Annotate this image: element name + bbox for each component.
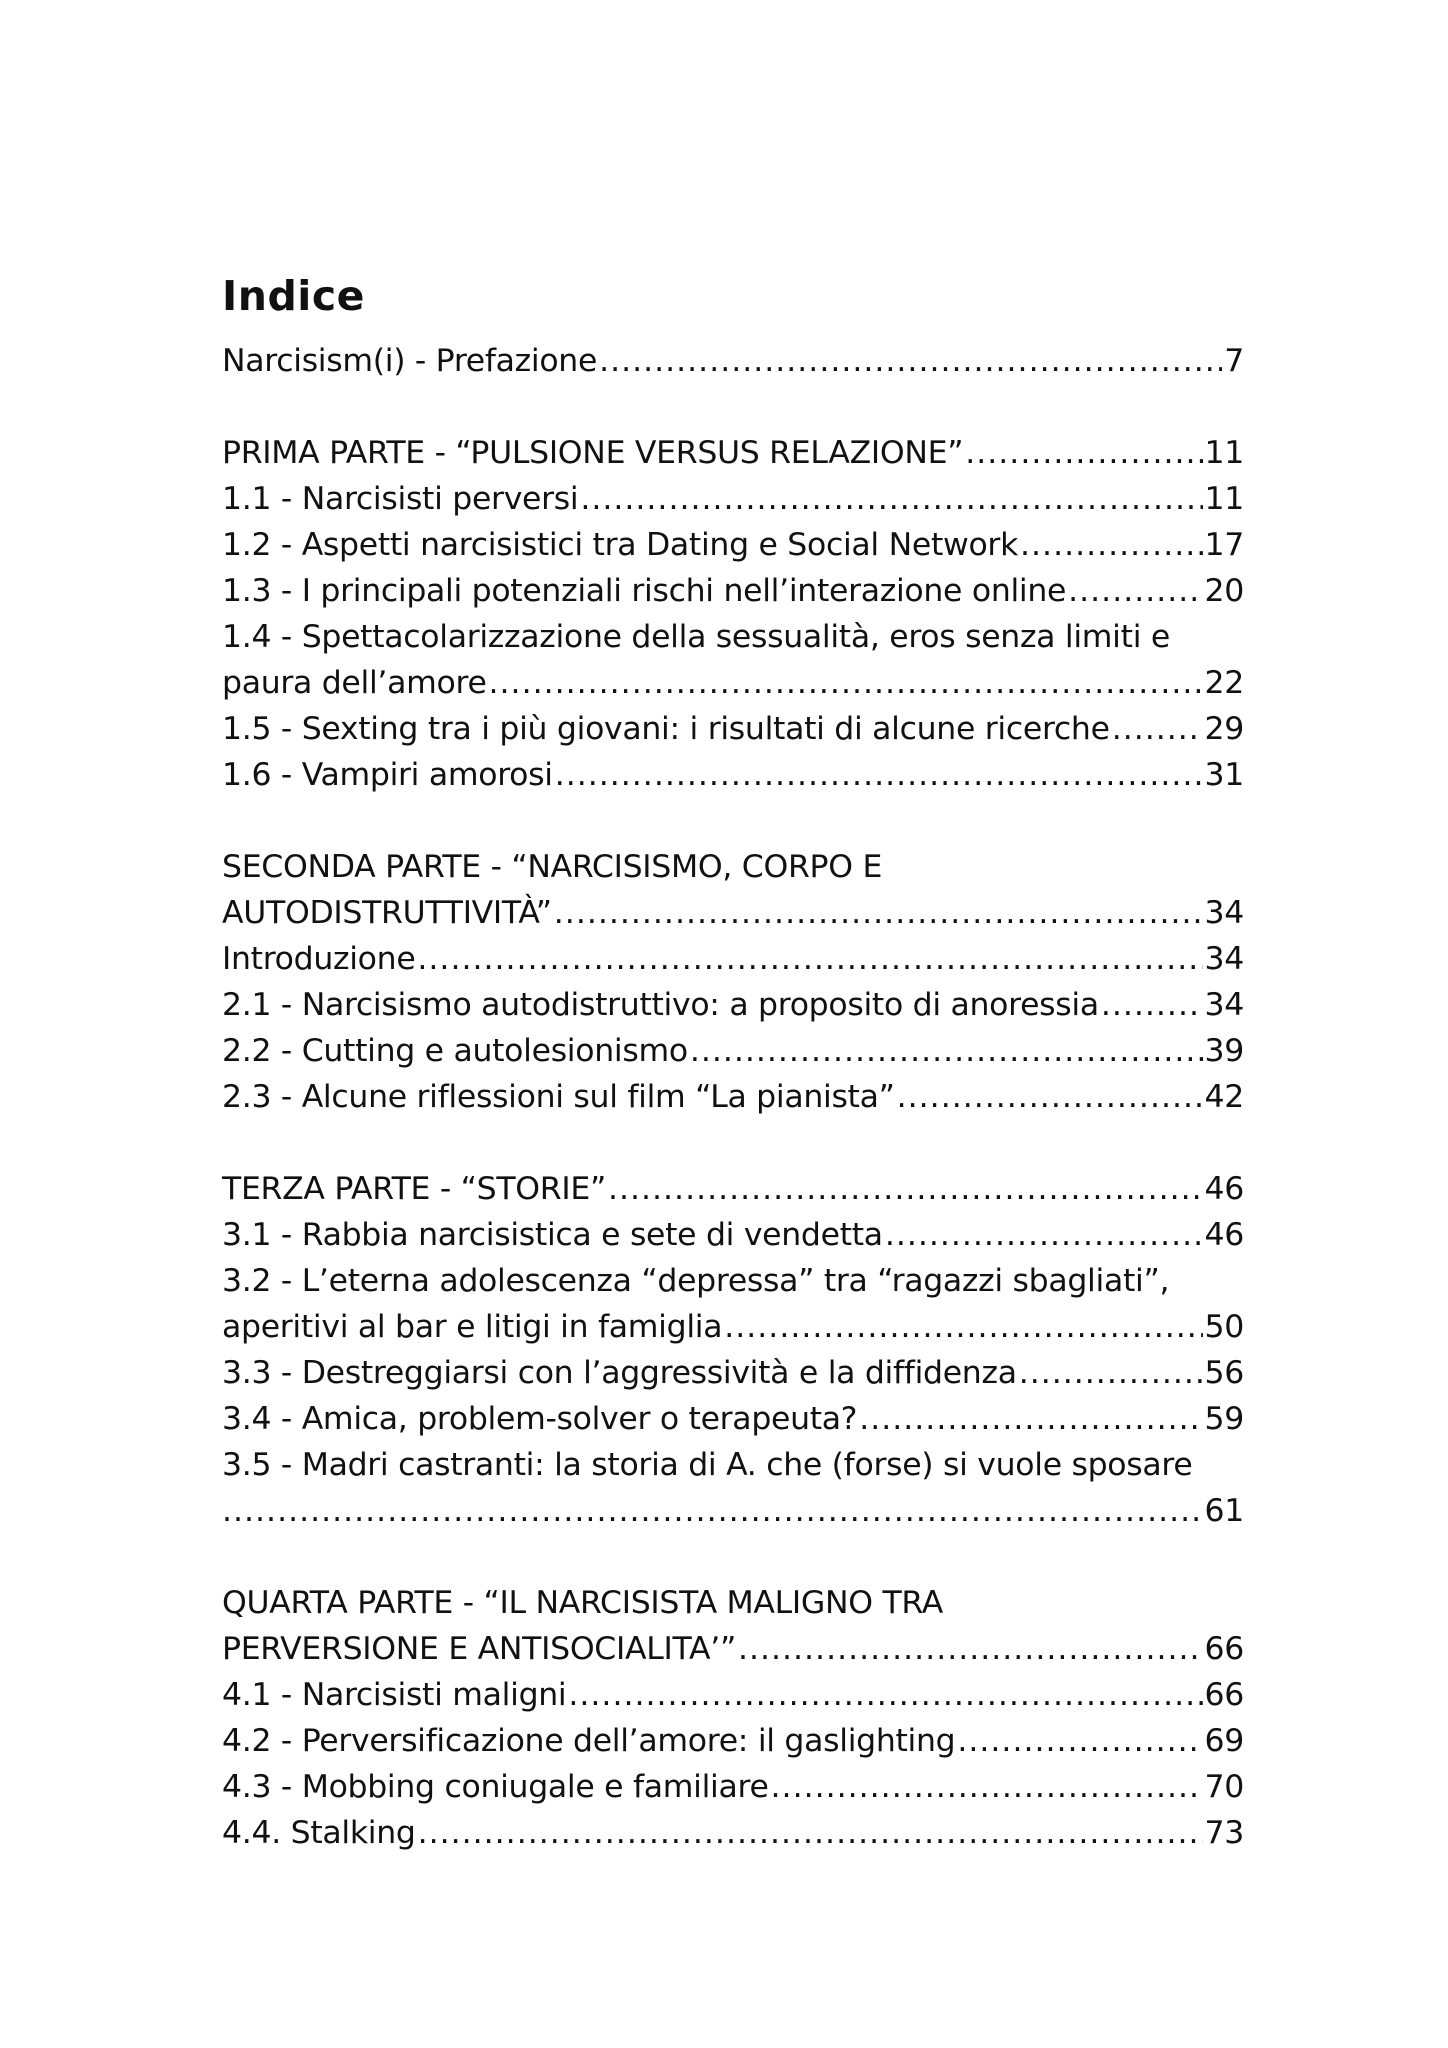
toc-page-number: 70 [1204, 1769, 1244, 1805]
toc-entry-label: 2.1 - Narcisismo autodistruttivo: a proposito di anoressia [222, 987, 1099, 1023]
toc-entry[interactable] [222, 936, 1244, 982]
toc-entry[interactable] [222, 752, 1244, 798]
toc-entry-label: 4.3 - Mobbing coniugale e familiare [222, 1769, 769, 1805]
toc-entry-label: 1.4 - Spettacolarizzazione della sessualità, eros senza limiti e [222, 619, 1170, 655]
toc-entry-label: 3.4 - Amica, problem-solver o terapeuta? [222, 1401, 858, 1437]
toc-page-number: 42 [1204, 1079, 1244, 1115]
toc-entry-label: TERZA PARTE - “STORIE” [222, 1171, 606, 1207]
toc-entry-label: 1.6 - Vampiri amorosi [222, 757, 553, 793]
leader-dots [724, 1304, 1202, 1350]
section-gap [222, 1534, 1244, 1580]
toc-entry-label: 2.2 - Cutting e autolesionismo [222, 1033, 688, 1069]
section-gap [222, 384, 1244, 430]
leader-dots [580, 476, 1202, 522]
toc-page-number: 34 [1204, 987, 1244, 1023]
toc-entry-label: 3.2 - L’eterna adolescenza “depressa” tra “ragazzi sbagliati”, [222, 1263, 1170, 1299]
toc-entry[interactable] [222, 1074, 1244, 1120]
toc-entry-label: 4.1 - Narcisisti maligni [222, 1677, 567, 1713]
toc-page-number: 66 [1204, 1631, 1244, 1667]
toc-entry[interactable] [222, 568, 1244, 614]
leader-dots [897, 1074, 1203, 1120]
leader-dots [489, 660, 1203, 706]
toc-entry-label: PRIMA PARTE - “PULSIONE VERSUS RELAZIONE” [222, 435, 964, 471]
toc-entry[interactable] [222, 1304, 1244, 1350]
leader-dots [1020, 522, 1202, 568]
toc-entry[interactable] [222, 660, 1244, 706]
leader-dots [568, 1672, 1202, 1718]
toc-page-number: 22 [1204, 665, 1244, 701]
leader-dots [1101, 982, 1203, 1028]
toc-entry-label: 1.3 - I principali potenziali rischi nell’interazione online [222, 573, 1067, 609]
leader-dots [859, 1396, 1202, 1442]
toc-entry-label: PERVERSIONE E ANTISOCIALITA’” [222, 1631, 736, 1667]
toc-entry[interactable] [222, 706, 1244, 752]
toc-entry[interactable] [222, 1396, 1244, 1442]
toc-page-number: 50 [1204, 1309, 1244, 1345]
toc-entry-label: Introduzione [222, 941, 416, 977]
section-gap [222, 798, 1244, 844]
toc-page-number: 7 [1224, 343, 1244, 379]
toc-entry[interactable] [222, 1212, 1244, 1258]
toc-entry[interactable] [222, 1488, 1244, 1534]
leader-dots [771, 1764, 1203, 1810]
leader-dots [599, 338, 1222, 384]
toc-entry[interactable] [222, 476, 1244, 522]
toc-page-number: 20 [1204, 573, 1244, 609]
toc-entry[interactable] [222, 338, 1244, 384]
toc-part-heading-first-line[interactable] [222, 844, 1244, 890]
toc-page-number: 61 [1204, 1493, 1244, 1529]
leader-dots [1112, 706, 1203, 752]
toc-entry-label: SECONDA PARTE - “NARCISISMO, CORPO E [222, 849, 883, 885]
toc-part-heading[interactable] [222, 890, 1244, 936]
toc-entry-label: Narcisism(i) - Prefazione [222, 343, 598, 379]
toc-entry-label: 1.2 - Aspetti narcisistici tra Dating e Social Network [222, 527, 1019, 563]
toc-entry-label: 2.3 - Alcune riflessioni sul film “La pianista” [222, 1079, 895, 1115]
toc-page-number: 11 [1204, 435, 1244, 471]
toc-entry-label: paura dell’amore [222, 665, 487, 701]
toc-page-number: 66 [1204, 1677, 1244, 1713]
toc-page-number: 39 [1204, 1033, 1244, 1069]
leader-dots [738, 1626, 1203, 1672]
leader-dots [554, 890, 1203, 936]
toc-entry-label: 1.1 - Narcisisti perversi [222, 481, 579, 517]
toc-entry-label: 3.5 - Madri castranti: la storia di A. che (forse) si vuole sposare [222, 1447, 1193, 1483]
toc-page-number: 34 [1204, 941, 1244, 977]
toc-page-number: 73 [1204, 1815, 1244, 1851]
toc-page-number: 46 [1204, 1217, 1244, 1253]
toc-entry-label: 3.1 - Rabbia narcisistica e sete di vendetta [222, 1217, 883, 1253]
toc-page-number: 56 [1204, 1355, 1244, 1391]
toc-page-number: 34 [1204, 895, 1244, 931]
toc-entry-label: aperitivi al bar e litigi in famiglia [222, 1309, 723, 1345]
toc-list [222, 338, 1244, 1856]
toc-page-number: 59 [1204, 1401, 1244, 1437]
leader-dots [965, 430, 1202, 476]
leader-dots [417, 936, 1202, 982]
section-gap [222, 1120, 1244, 1166]
toc-entry[interactable] [222, 1028, 1244, 1074]
toc-part-heading-first-line[interactable] [222, 1580, 1244, 1626]
leader-dots [418, 1810, 1203, 1856]
toc-entry[interactable] [222, 1350, 1244, 1396]
toc-entry[interactable] [222, 1672, 1244, 1718]
leader-dots [1068, 568, 1202, 614]
toc-page-number: 29 [1204, 711, 1244, 747]
toc-page-number: 17 [1204, 527, 1244, 563]
toc-part-heading[interactable] [222, 1166, 1244, 1212]
toc-entry[interactable] [222, 1810, 1244, 1856]
leader-dots [885, 1212, 1203, 1258]
leader-dots [608, 1166, 1203, 1212]
table-of-contents-page [222, 272, 1244, 1856]
leader-dots [555, 752, 1203, 798]
toc-entry-label: AUTODISTRUTTIVITÀ” [222, 895, 552, 931]
toc-entry-label: 1.5 - Sexting tra i più giovani: i risultati di alcune ricerche [222, 711, 1110, 747]
toc-entry-first-line[interactable] [222, 614, 1244, 660]
toc-entry-label: 3.3 - Destreggiarsi con l’aggressività e la diffidenza [222, 1355, 1017, 1391]
toc-entry-label: QUARTA PARTE - “IL NARCISISTA MALIGNO TRA [222, 1585, 943, 1621]
toc-part-heading[interactable] [222, 430, 1244, 476]
toc-entry-first-line[interactable] [222, 1258, 1244, 1304]
toc-entry-label: 4.4. Stalking [222, 1815, 416, 1851]
toc-page-number: 11 [1204, 481, 1244, 517]
leader-dots [690, 1028, 1203, 1074]
toc-page-number: 31 [1204, 757, 1244, 793]
toc-entry[interactable] [222, 982, 1244, 1028]
toc-entry[interactable] [222, 522, 1244, 568]
toc-entry[interactable] [222, 1718, 1244, 1764]
toc-entry-first-line[interactable] [222, 1442, 1244, 1488]
leader-dots [1019, 1350, 1203, 1396]
toc-entry[interactable] [222, 1764, 1244, 1810]
toc-page-number: 69 [1204, 1723, 1244, 1759]
page-title: Indice [222, 272, 365, 320]
leader-dots [957, 1718, 1202, 1764]
leader-dots [222, 1488, 1203, 1534]
toc-entry-label: 4.2 - Perversificazione dell’amore: il gaslighting [222, 1723, 956, 1759]
toc-part-heading[interactable] [222, 1626, 1244, 1672]
toc-page-number: 46 [1204, 1171, 1244, 1207]
